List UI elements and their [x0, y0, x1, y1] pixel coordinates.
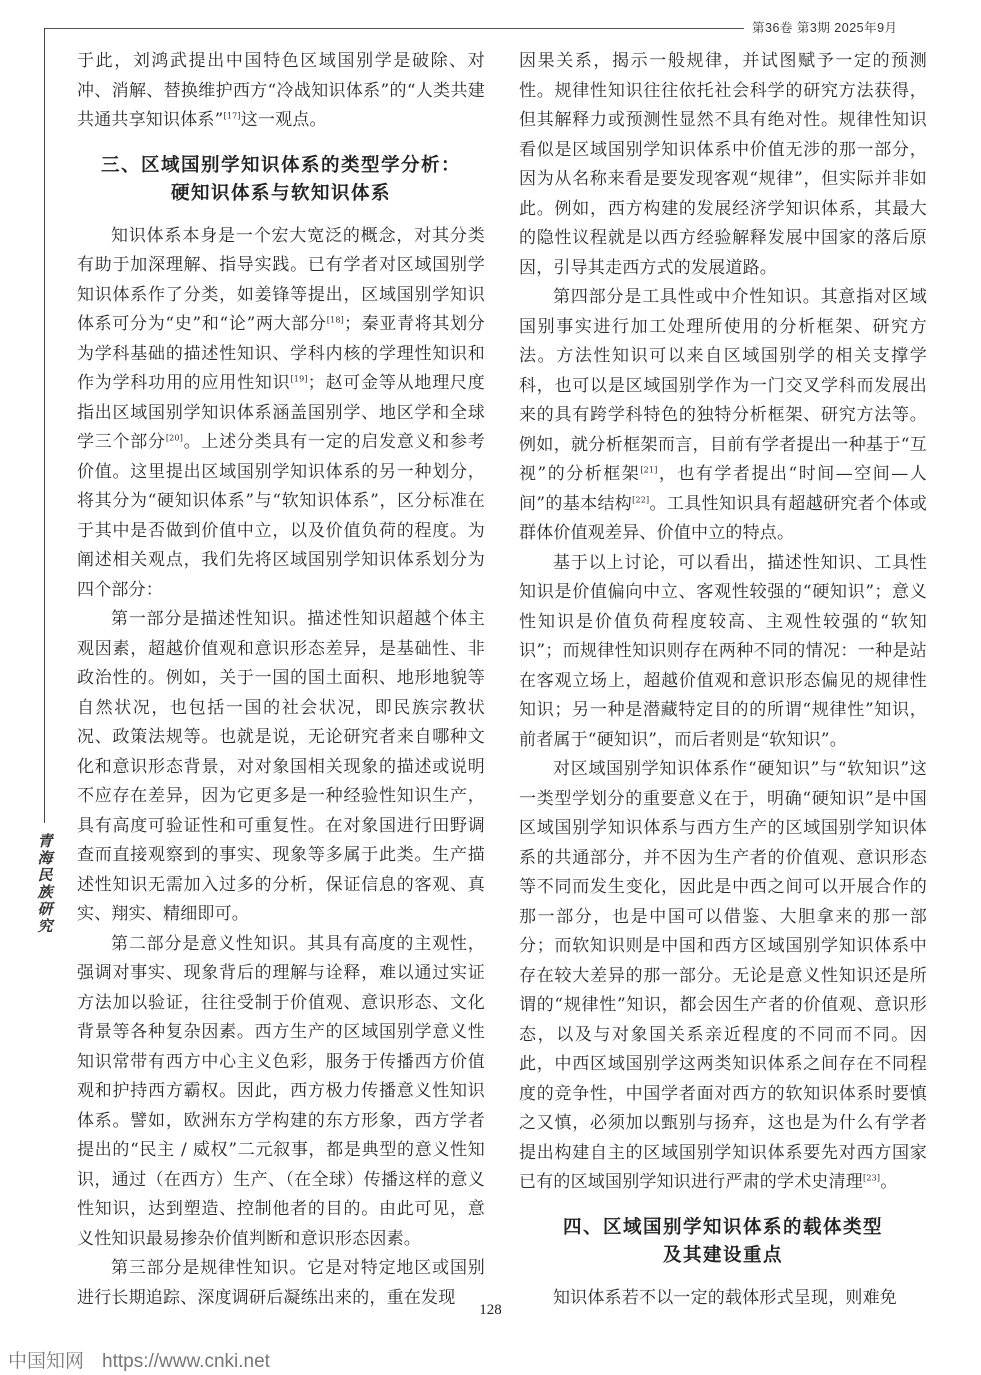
- paragraph: 第三部分是规律性知识。它是对特定地区或国别进行长期追踪、深度调研后凝练出来的，重在发现: [77, 1258, 485, 1308]
- journal-name-char: 海: [37, 849, 53, 867]
- paragraph: 因果关系，揭示一般规律，并试图赋予一定的预测性。规律性知识往往依托社会科学的研究方法获得，但其解释力或预测性显然不具有绝对性。规律性知识看似是区域国别学知识体系中价值无涉的那一部分，因为从名称来看是要发现客观“规律”，但实际并非如此。例如，西方构建的发展经济学知识体系，其最大的隐性议程就是以西方经验解释发展中国家的落后原因，引导其走西方式的发展道路。: [519, 51, 927, 278]
- paragraph: 知识体系本身是一个宏大宽泛的概念，对其分类有助于加深理解、指导实践。已有学者对区域国别学知识体系作了分类，如姜锋等提出，区域国别学知识体系可分为“史”和“论”两大部分[18]；秦亚青将其划分为学科基础的描述性知识、学科内核的学理性知识和作为学科功用的应用性知识[19]；赵可金等从地理尺度指出区域国别学知识体系涵盖国别学、地区学和全球学三个部分[20]。上述分类具有一定的启发意义和参考价值。这里提出区域国别学知识体系的另一种划分，将其分为“硬知识体系”与“软知识体系”，区分标准在于其中是否做到价值中立，以及价值负荷的程度。为阐述相关观点，我们先将区域国别学知识体系划分为四个部分：: [77, 225, 485, 600]
- section-heading: [77, 152, 485, 208]
- journal-name-vertical: [34, 833, 56, 935]
- citation-ref[interactable]: [22]: [632, 494, 650, 504]
- paragraph: 第二部分是意义性知识。其具有高度的主观性，强调对事实、现象背后的理解与诠释，难以通过实证方法加以验证，往往受制于价值观、意识形态、文化背景等各种复杂因素。西方生产的区域国别学意义性知识常带有西方中心主义色彩，服务于传播西方价值观和护持西方霸权。因此，西方极力传播意义性知识体系。譬如，欧洲东方学构建的东方形象，西方学者提出的“民主 / 威权”二元叙事，都是典型的意义性知识，通过（在西方）生产、（在全球）传播这样的意义性知识，达到塑造、控制他者的目的。由此可见，意义性知识最易掺杂价值判断和意识形态因素。: [77, 933, 485, 1249]
- watermark-name: 中国知网: [8, 1350, 85, 1372]
- journal-name-char: 究: [37, 917, 53, 935]
- left-border-rule: [44, 28, 45, 823]
- journal-name-char: 族: [37, 883, 53, 901]
- paragraph: 知识体系若不以一定的载体形式呈现，则难免: [553, 1287, 897, 1308]
- paragraph: 于此，刘鸿武提出中国特色区域国别学是破除、对冲、消解、替换维护西方“冷战知识体系”的“人类共建共通共享知识体系”[17]这一观点。: [77, 51, 485, 130]
- paragraph: 对区域国别学知识体系作“硬知识”与“软知识”这一类型学划分的重要意义在于，明确“硬知识”是中国区域国别学知识体系与西方生产的区域国别学知识体系的共通部分，并不因为生产者的价值观、意识形态等不同而发生变化，因此是中西之间可以开展合作的那一部分，也是中国可以借鉴、大胆拿来的那一部分；而软知识则是中国和西方区域国别学知识体系中存在较大差异的那一部分。无论是意义性知识还是所谓的“规律性”知识，都会因生产者的价值观、意识形态，以及与对象国关系亲近程度的不同而不同。因此，中西区域国别学这两类知识体系之间存在不同程度的竞争性，中国学者面对西方的软知识体系时要慎之又慎，必须加以甄别与扬弃，这也是为什么有学者提出构建自主的区域国别学知识体系要先对西方国家已有的区域国别学知识进行严肃的学术史清理[23]。: [519, 759, 927, 1192]
- watermark-url[interactable]: https://www.cnki.net: [102, 1351, 270, 1372]
- header-rule: [44, 28, 744, 29]
- citation-ref[interactable]: [23]: [863, 1173, 881, 1183]
- right-column: [519, 47, 927, 1313]
- journal-name-char: 研: [37, 900, 53, 918]
- paragraph: 第四部分是工具性或中介性知识。其意指对区域国别事实进行加工处理所使用的分析框架、研究方法。方法性知识可以来自区域国别学的相关支撑学科，也可以是区域国别学作为一门交叉学科而发展出来的具有跨学科特色的独特分析框架、研究方法等。例如，就分析框架而言，目前有学者提出一种基于“互视”的分析框架[21]，也有学者提出“时间—空间—人间”的基本结构[22]。工具性知识具有超越研究者个体或群体价值观差异、价值中立的特点。: [519, 287, 928, 543]
- source-watermark: [8, 1346, 270, 1373]
- section-heading-line: 硬知识体系与软知识体系: [170, 182, 391, 204]
- paragraph: 第一部分是描述性知识。描述性知识超越个体主观因素，超越价值观和意识形态差异，是基础性、非政治性的。例如，关于一国的国土面积、地形地貌等自然状况，也包括一国的社会状况，即民族宗教状况、政策法规等。也就是说，无论研究者来自哪种文化和意识形态背景，对对象国相关现象的描述或说明不应存在差异，因为它更多是一种经验性知识生产，具有高度可验证性和可重复性。在对象国进行田野调查而直接观察到的事实、现象等多属于此类。生产描述性知识无需加入过多的分析，保证信息的客观、真实、翔实、精细即可。: [77, 609, 485, 924]
- paragraph: 基于以上讨论，可以看出，描述性知识、工具性知识是价值偏向中立、客观性较强的“硬知识”；意义性知识是价值负荷程度较高、主观性较强的“软知识”；而规律性知识则存在两种不同的情况：一种是站在客观立场上，超越价值观和意识形态偏见的规律性知识；另一种是潜藏特定目的的所谓“规律性”知识，前者属于“硬知识”，而后者则是“软知识”。: [519, 552, 927, 750]
- citation-ref[interactable]: [17]: [223, 111, 241, 121]
- page-number: 128: [479, 1302, 502, 1318]
- section-heading-line: 及其建设重点: [662, 1244, 783, 1266]
- citation-ref[interactable]: [18]: [326, 315, 344, 325]
- section-heading: [519, 1214, 927, 1270]
- citation-ref[interactable]: [19]: [290, 374, 308, 384]
- journal-name-char: 民: [37, 866, 53, 884]
- section-heading-line: 三、区域国别学知识体系的类型学分析：: [100, 154, 461, 176]
- citation-ref[interactable]: [21]: [640, 465, 658, 475]
- left-column: [77, 47, 485, 1313]
- citation-ref[interactable]: [20]: [165, 433, 184, 443]
- journal-name-char: 青: [37, 832, 53, 850]
- journal-issue-info: 第36卷 第3期 2025年9月: [752, 21, 898, 35]
- section-heading-line: 四、区域国别学知识体系的载体类型: [562, 1216, 883, 1238]
